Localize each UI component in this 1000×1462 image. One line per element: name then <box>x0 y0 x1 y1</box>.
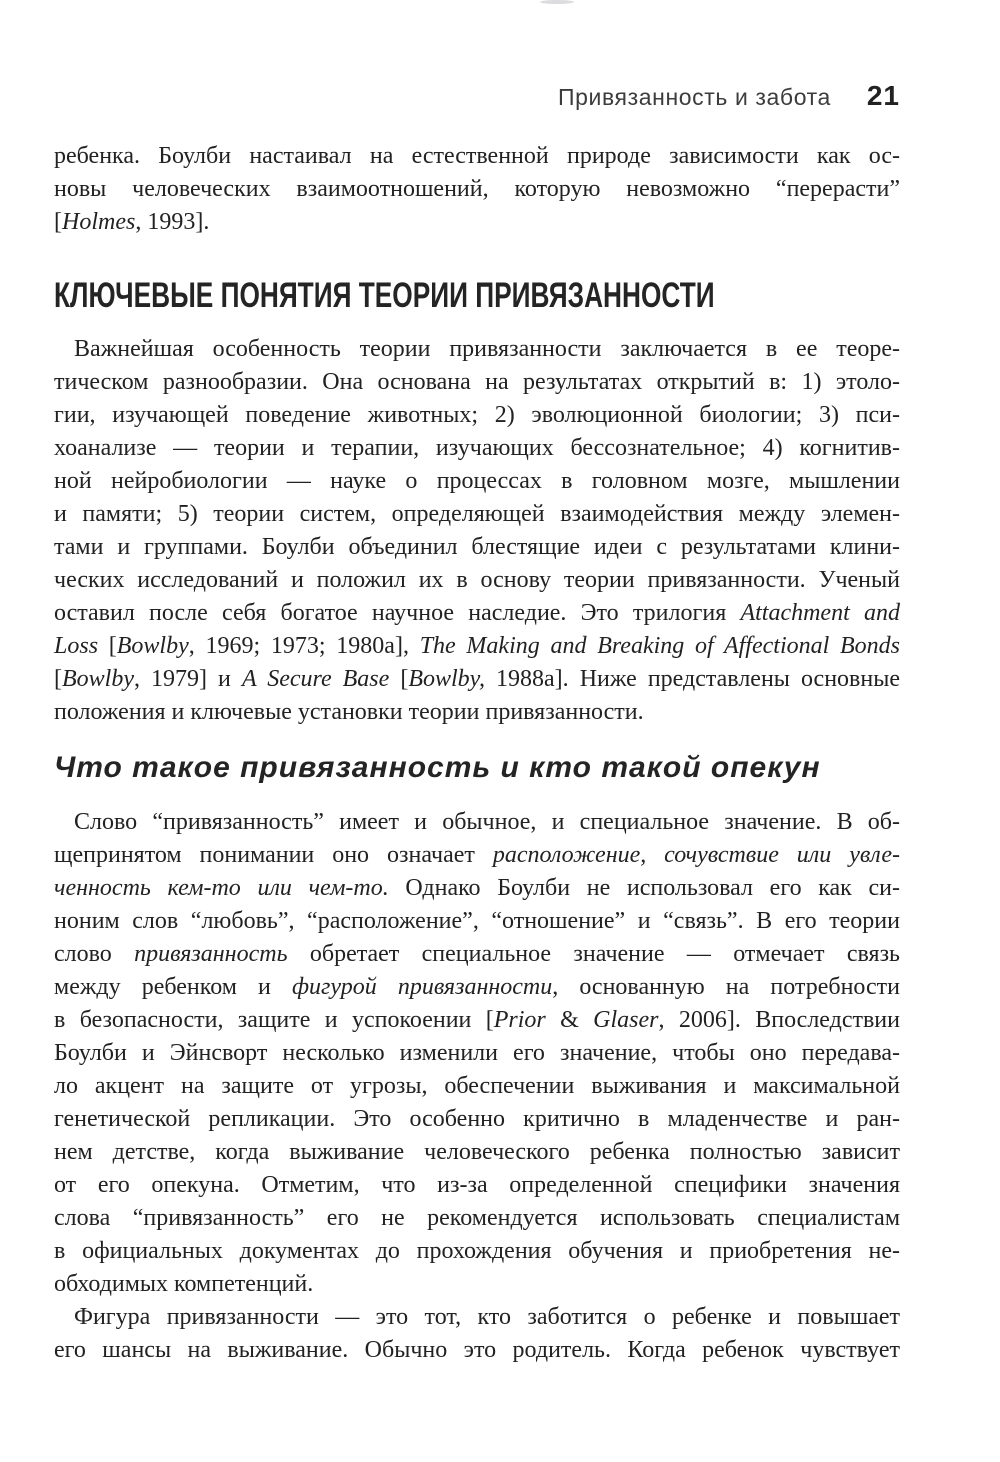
text-line: оставил после себя богатое научное наследие. Это трилогия Attachment and <box>54 600 900 626</box>
section-heading: КЛЮЧЕВЫЕ ПОНЯТИЯ ТЕОРИИ ПРИВЯЗАННОСТИ <box>54 276 715 315</box>
text-line: от его опекуна. Отметим, что из-за определенной специфики значения <box>54 1172 900 1198</box>
text-line: ло акцент на защите от угрозы, обеспечении выживания и максимальной <box>54 1073 900 1099</box>
page-number: 21 <box>866 80 900 111</box>
text-line: слова “привязанность” его не рекомендуется использовать специалистам <box>54 1205 900 1231</box>
paragraph <box>54 806 900 1301</box>
subsection-heading: Что такое привязанность и кто такой опекун <box>54 751 821 784</box>
text-line: Слово “привязанность” имеет и обычное, и специальное значение. В об- <box>74 809 900 835</box>
paragraph <box>54 1301 900 1367</box>
paragraph <box>54 140 900 239</box>
text-line: между ребенком и фигурой привязанности, основанную на потребности <box>54 974 900 1000</box>
text-line: положения и ключевые установки теории привязанности. <box>54 699 644 725</box>
text-line: Loss [Bowlby, 1969; 1973; 1980a], The Making and Breaking of Affectional Bonds <box>54 633 901 659</box>
text-line: его шансы на выживание. Обычно это родитель. Когда ребенок чувствует <box>54 1337 900 1363</box>
text-line: Боулби и Эйнсворт несколько изменили его значение, чтобы оно передава- <box>54 1040 900 1066</box>
text-line: [Holmes, 1993]. <box>54 209 210 235</box>
running-head <box>54 80 900 111</box>
text-line: ноним слов “любовь”, “расположение”, “отношение” и “связь”. В его теории <box>54 908 900 934</box>
text-line: и памяти; 5) теории систем, определяющей взаимодействия между элемен- <box>54 501 900 527</box>
text-line: обходимых компетенций. <box>54 1271 314 1297</box>
text-line: Важнейшая особенность теории привязанности заключается в ее теоре- <box>74 336 900 362</box>
text-line: [Bowlby, 1979] и A Secure Base [Bowlby, 1988a]. Ниже представлены основные <box>54 666 900 692</box>
text-line: Фигура привязанности — это тот, кто заботится о ребенке и повышает <box>74 1304 900 1330</box>
text-line: в официальных документах до прохождения обучения и приобретения не- <box>54 1238 900 1264</box>
text-line: нем детстве, когда выживание человеческого ребенка полностью зависит <box>54 1139 900 1165</box>
text-line: в безопасности, защите и успокоении [Prior & Glaser, 2006]. Впоследствии <box>54 1007 900 1033</box>
text-line: хоанализе — теории и терапии, изучающих бессознательное; 4) когнитив- <box>54 435 900 461</box>
text-line: генетической репликации. Это особенно критично в младенчестве и ран- <box>54 1106 900 1132</box>
text-column <box>54 0 900 1367</box>
text-line: щепринятом понимании оно означает расположение, сочувствие или увле- <box>54 842 900 868</box>
text-line: новы человеческих взаимоотношений, которую невозможно “перерасти” <box>54 176 900 202</box>
text-line: ной нейробиологии — науке о процессах в головном мозге, мышлении <box>54 468 900 494</box>
text-line: ченность кем-то или чем-то. Однако Боулби не использовал его как си- <box>54 875 900 901</box>
text-line: тическом разнообразии. Она основана на результатах открытий в: 1) этоло- <box>54 369 900 395</box>
text-line: тами и группами. Боулби объединил блестящие идеи с результатами клини- <box>54 534 900 560</box>
paragraph <box>54 333 900 729</box>
text-line: гии, изучающей поведение животных; 2) эволюционной биологии; 3) пси- <box>54 402 900 428</box>
text-line: ческих исследований и положил их в основу теории привязанности. Ученый <box>54 567 900 593</box>
page-body <box>54 140 900 1367</box>
text-line: слово привязанность обретает специальное значение — отмечает связь <box>54 941 900 967</box>
text-line: ребенка. Боулби настаивал на естественной природе зависимости как ос- <box>54 143 900 169</box>
running-head-title: Привязанность и забота <box>558 84 831 110</box>
